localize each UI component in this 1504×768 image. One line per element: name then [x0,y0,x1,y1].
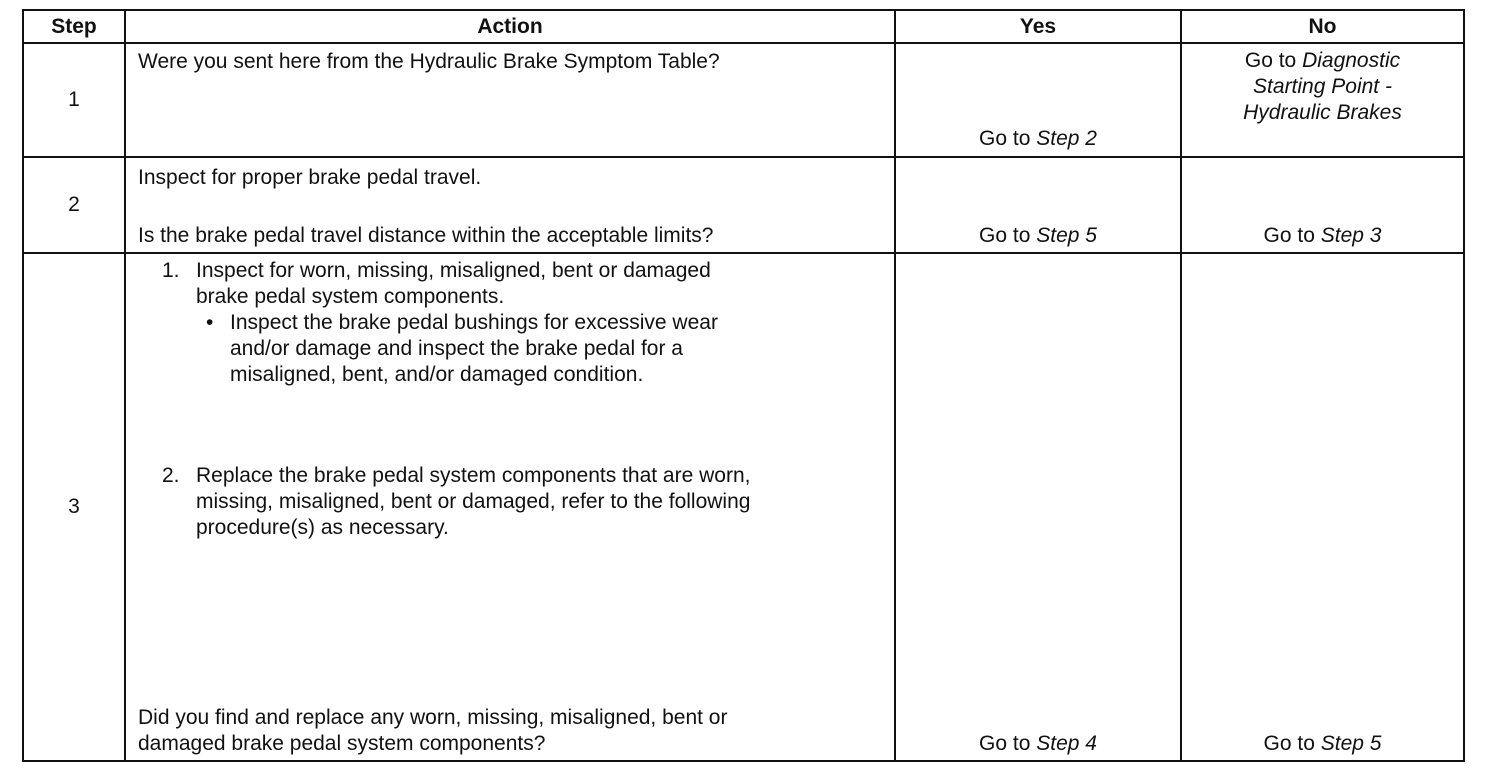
action-cell [125,157,895,253]
bullet-item: • Inspect the brake pedal bushings for excessive wear [206,311,718,334]
step-number: 1 [23,43,125,157]
diagnostic-table [22,9,1465,762]
no-goto: Go to Step 5 [1263,732,1382,755]
header-action: Action [125,10,895,43]
yes-goto: Go to Step 2 [979,127,1097,150]
table-row [23,43,1464,157]
diagnostic-link[interactable]: Diagnostic [1302,49,1401,72]
action-text: Were you sent here from the Hydraulic Brake Symptom Table? [138,50,720,73]
no-cell [1181,43,1464,157]
action-question: Is the brake pedal travel distance within the acceptable limits? [138,224,714,247]
action-cell [125,253,895,761]
step-link[interactable]: Step 5 [1036,224,1097,247]
step-link[interactable]: Step 4 [1036,732,1097,755]
step-link[interactable]: Step 2 [1036,127,1097,150]
header-step: Step [23,10,125,43]
step-link[interactable]: Step 3 [1320,224,1382,247]
no-cell [1181,157,1464,253]
table-row [23,253,1464,761]
table-row [23,157,1464,253]
no-cell [1181,253,1464,761]
step-number: 2 [23,157,125,253]
header-no: No [1181,10,1464,43]
bullet-icon: • [206,311,214,334]
yes-cell [895,43,1181,157]
action-question: Did you find and replace any worn, missing, misaligned, bent or damaged brake pedal system components? [138,706,728,755]
action-text-1: Inspect for proper brake pedal travel. [138,166,482,189]
yes-goto: Go to Step 4 [979,732,1097,755]
step-link[interactable]: Step 5 [1320,732,1382,755]
no-goto: Go to Step 3 [1263,224,1382,247]
yes-cell [895,253,1181,761]
numbered-item-1: 1. Inspect for worn, missing, misaligned, bent or damaged brake pedal system components. • Inspect the brake pedal bushings for excessive wear and/or damage and inspect the brake pedal for a misaligned, bent, and/or damaged condition. [126,254,894,388]
action-cell [125,43,895,157]
no-goto: Go to Diagnostic Starting Point - Hydraulic Brakes [1243,49,1402,124]
numbered-item-2: 2. Replace the brake pedal system components that are worn, missing, misaligned, bent or damaged, refer to the following procedure(s) as necessary. [162,464,751,539]
step-number: 3 [23,253,125,761]
yes-goto: Go to Step 5 [979,224,1097,247]
yes-cell [895,157,1181,253]
header-yes: Yes [895,10,1181,43]
header-row [23,10,1464,43]
